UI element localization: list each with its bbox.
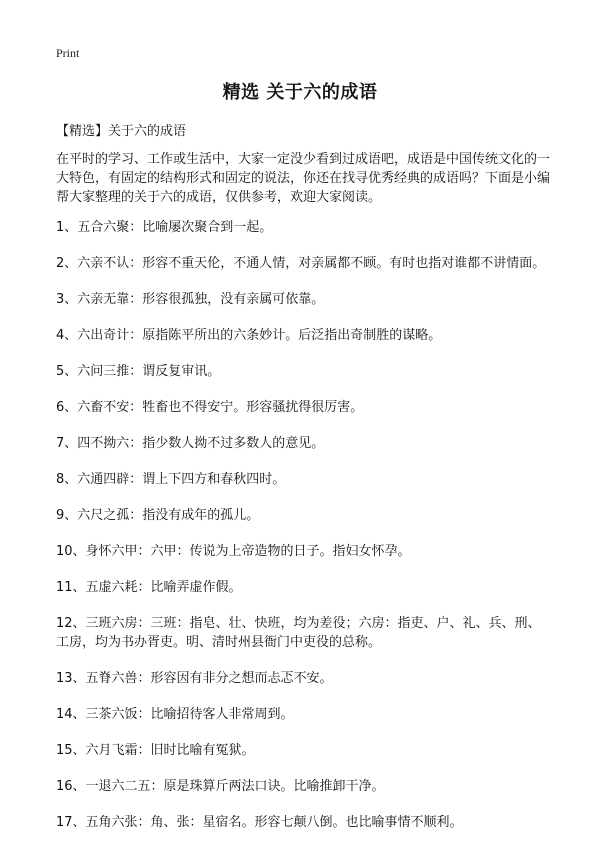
- list-item: 8、六通四辟：谓上下四方和春秋四时。: [56, 472, 286, 487]
- page-title: 精选 关于六的成语: [222, 82, 378, 103]
- list-item: 13、五脊六兽：形容因有非分之想而忐忑不安。: [56, 671, 333, 686]
- list-item: 10、身怀六甲：六甲：传说为上帝造物的日子。指妇女怀孕。: [56, 544, 411, 559]
- list-item: 6、六畜不安：牲畜也不得安宁。形容骚扰得很厉害。: [56, 400, 364, 415]
- list-item: 9、六尺之孤：指没有成年的孤儿。: [56, 508, 260, 523]
- list-item: 7、四不拗六：指少数人拗不过多数人的意见。: [56, 436, 325, 451]
- list-item: 17、五角六张：角、张：星宿名。形容七颠八倒。也比喻事情不顺利。: [56, 815, 463, 830]
- list-item: 12、三班六房：三班：指皂、壮、快班，均为差役；六房：指吏、户、礼、兵、刑、工房，均为书办胥吏。明、清时州县衙门中吏役的总称。: [56, 616, 541, 650]
- list-item: 15、六月飞霜：旧时比喻有冤狱。: [56, 743, 255, 758]
- intro-paragraph: 在平时的学习、工作或生活中，大家一定没少看到过成语吧，成语是中国传统文化的一大特色，有固定的结构形式和固定的说法，你还在找寻优秀经典的成语吗？下面是小编帮大家整理的关于六的成语，仅供参考，欢迎大家阅读。: [56, 152, 551, 205]
- list-item: 1、五合六聚：比喻屡次聚合到一起。: [56, 220, 273, 235]
- print-link[interactable]: Print: [56, 46, 80, 60]
- idiom-list: [56, 218, 550, 849]
- list-item: 5、六问三推：谓反复审讯。: [56, 364, 221, 379]
- article-subtitle: 【精选】关于六的成语: [56, 124, 187, 139]
- list-item: 4、六出奇计：原指陈平所出的六条妙计。后泛指出奇制胜的谋略。: [56, 328, 442, 343]
- list-item: 11、五虚六耗：比喻弄虚作假。: [56, 580, 242, 595]
- list-item: 14、三茶六饭：比喻招待客人非常周到。: [56, 707, 294, 722]
- list-item: 2、六亲不认：形容不重天伦，不通人情，对亲属都不顾。有时也指对谁都不讲情面。: [56, 256, 546, 271]
- list-item: 3、六亲无靠：形容很孤独，没有亲属可依靠。: [56, 292, 325, 307]
- list-item: 16、一退六二五：原是珠算斤两法口诀。比喻推卸干净。: [56, 779, 385, 794]
